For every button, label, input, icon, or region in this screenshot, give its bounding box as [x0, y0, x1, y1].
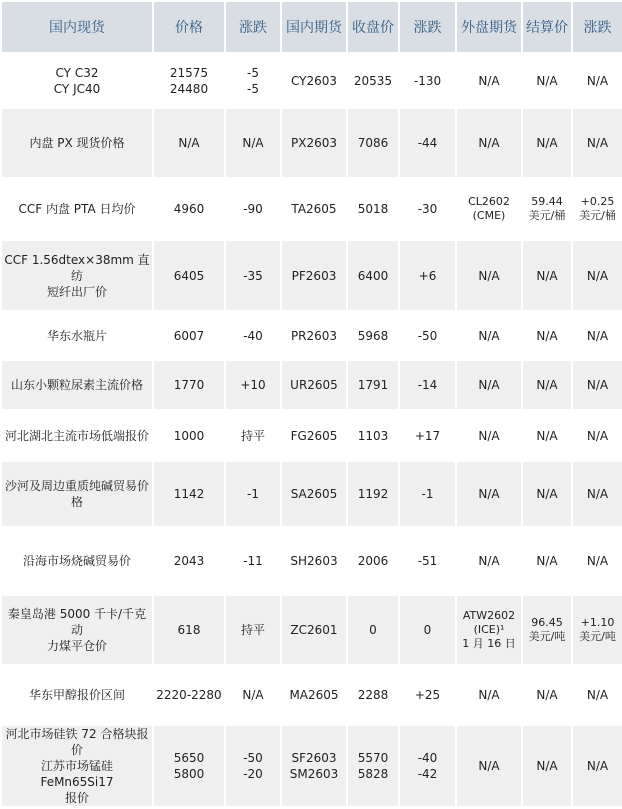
cell-text: +10: [240, 378, 266, 392]
settle-cell: [523, 666, 571, 724]
settle-change-cell: [573, 462, 622, 526]
cell-text: ZC2601: [290, 623, 338, 637]
price-cell: [154, 361, 224, 409]
close-cell: [348, 666, 398, 724]
cell-text: -1: [247, 487, 259, 501]
spot-cell: [2, 54, 152, 107]
settle-change-cell: [573, 54, 622, 107]
future-cell: [282, 179, 346, 239]
cell-text: -130: [413, 73, 442, 88]
cell-text: SH2603: [290, 554, 338, 568]
header-settle-change: 涨跌: [573, 2, 622, 52]
cell-text: N/A: [242, 136, 264, 150]
close-cell: [348, 528, 398, 594]
cell-text: +25: [414, 688, 441, 702]
cell-text: 1770: [173, 378, 205, 392]
close-cell: [348, 179, 398, 239]
future-cell: [282, 241, 346, 310]
header-future: 国内期货: [282, 2, 346, 52]
cell-text: -14: [417, 378, 438, 392]
spot-cell: [2, 726, 152, 806]
cell-text: +1.10: [580, 616, 615, 629]
cell-text: -11: [243, 554, 263, 568]
cell-text: 21575: [169, 65, 209, 80]
close-cell: [348, 361, 398, 409]
cell-text: 24480: [169, 81, 209, 96]
foreign-cell: [457, 462, 521, 526]
future-cell: [282, 109, 346, 177]
settle-change-cell: [573, 411, 622, 460]
cell-text: N/A: [478, 688, 500, 702]
price-cell: [154, 726, 224, 806]
cell-text: (CME): [472, 209, 506, 222]
foreign-cell: [457, 528, 521, 594]
cell-text: N/A: [586, 428, 609, 443]
cell-text: MA2605: [289, 688, 339, 702]
settle-cell: [523, 109, 571, 177]
price-cell: [154, 312, 224, 359]
cell-text: N/A: [586, 268, 609, 283]
close-cell: [348, 596, 398, 664]
cell-text: N/A: [478, 554, 500, 568]
header-future-change: 涨跌: [400, 2, 455, 52]
foreign-cell: [457, 361, 521, 409]
cell-text: 美元/吨: [579, 630, 616, 643]
foreign-cell: [457, 109, 521, 177]
close-cell: [348, 241, 398, 310]
cell-text: N/A: [536, 136, 558, 150]
cell-text: SF2603: [291, 751, 337, 765]
cell-text: N/A: [586, 554, 609, 568]
foreign-cell: [457, 726, 521, 806]
cell-text: N/A: [536, 428, 558, 443]
cell-text: -30: [417, 202, 438, 216]
change-cell: [226, 528, 280, 594]
price-cell: [154, 462, 224, 526]
future-change-cell: [400, 462, 455, 526]
cell-text: 4960: [173, 202, 205, 216]
cell-text: 美元/桶: [528, 209, 566, 222]
settle-change-cell: [573, 179, 622, 239]
table-body: [2, 54, 622, 806]
settle-change-cell: [573, 528, 622, 594]
spot-cell: [2, 596, 152, 664]
table-row: [2, 312, 622, 359]
cell-text: 山东小颗粒尿素主流价格: [10, 378, 143, 392]
settle-cell: [523, 312, 571, 359]
table-row: [2, 361, 622, 409]
cell-text: 5828: [357, 767, 389, 781]
cell-text: -42: [417, 767, 438, 781]
cell-text: +6: [418, 268, 437, 283]
cell-text: N/A: [478, 759, 500, 773]
close-cell: [348, 54, 398, 107]
spot-cell: [2, 109, 152, 177]
cell-text: N/A: [478, 136, 500, 150]
cell-text: N/A: [478, 428, 500, 443]
price-cell: [154, 596, 224, 664]
header-change: 涨跌: [226, 2, 280, 52]
cell-text: CCF 内盘 PTA 日均价: [18, 202, 136, 216]
cell-text: 7086: [357, 136, 389, 150]
change-cell: [226, 361, 280, 409]
change-cell: [226, 241, 280, 310]
cell-text: N/A: [536, 73, 558, 88]
future-cell: [282, 54, 346, 107]
price-cell: [154, 666, 224, 724]
cell-text: -35: [243, 268, 263, 283]
cell-text: N/A: [178, 136, 200, 150]
cell-text: 报价: [64, 791, 89, 805]
header-row: [2, 2, 622, 52]
cell-text: +17: [414, 428, 441, 443]
foreign-cell: [457, 666, 521, 724]
future-cell: [282, 361, 346, 409]
cell-text: +0.25: [580, 195, 615, 208]
cell-text: 5570: [357, 751, 389, 765]
cell-text: N/A: [586, 378, 609, 392]
future-change-cell: [400, 596, 455, 664]
table-row: [2, 179, 622, 239]
cell-text: -50: [417, 328, 438, 343]
cell-text: SM2603: [289, 767, 339, 781]
change-cell: [226, 666, 280, 724]
cell-text: 59.44: [531, 195, 563, 208]
cell-text: -5: [247, 81, 259, 96]
settle-cell: [523, 179, 571, 239]
settle-change-cell: [573, 312, 622, 359]
change-cell: [226, 411, 280, 460]
cell-text: N/A: [536, 378, 558, 392]
cell-text: N/A: [478, 73, 500, 88]
future-cell: [282, 596, 346, 664]
change-cell: [226, 596, 280, 664]
settle-change-cell: [573, 666, 622, 724]
future-cell: [282, 411, 346, 460]
cell-text: 内盘 PX 现货价格: [29, 136, 125, 150]
cell-text: N/A: [478, 328, 500, 343]
foreign-cell: [457, 596, 521, 664]
cell-text: 0: [423, 623, 432, 637]
cell-text: 5650: [173, 751, 205, 765]
cell-text: 0: [369, 623, 377, 637]
cell-text: N/A: [242, 688, 264, 702]
future-cell: [282, 462, 346, 526]
foreign-cell: [457, 179, 521, 239]
header-foreign: 外盘期货: [457, 2, 521, 52]
cell-text: N/A: [586, 136, 609, 150]
spot-cell: [2, 312, 152, 359]
cell-text: 沿海市场烧碱贸易价: [22, 554, 131, 568]
close-cell: [348, 411, 398, 460]
cell-text: -40: [417, 751, 438, 765]
cell-text: 美元/桶: [579, 209, 616, 222]
cell-text: N/A: [536, 328, 558, 343]
price-cell: [154, 109, 224, 177]
cell-text: 96.45: [531, 616, 563, 629]
change-cell: [226, 109, 280, 177]
cell-text: TA2605: [291, 202, 337, 216]
future-change-cell: [400, 726, 455, 806]
cell-text: 6007: [173, 328, 205, 343]
cell-text: -5: [247, 65, 259, 80]
spot-cell: [2, 666, 152, 724]
cell-text: 力煤平仓价: [46, 639, 107, 653]
cell-text: 1 月 16 日: [462, 637, 516, 650]
cell-text: 华东水瓶片: [46, 328, 107, 343]
settle-cell: [523, 241, 571, 310]
price-cell: [154, 179, 224, 239]
cell-text: 2288: [357, 688, 389, 702]
cell-text: 2220-2280: [156, 688, 222, 702]
cell-text: N/A: [536, 268, 558, 283]
cell-text: N/A: [586, 328, 609, 343]
cell-text: N/A: [478, 268, 500, 283]
cell-text: -20: [243, 767, 263, 781]
cell-text: N/A: [586, 487, 609, 501]
future-change-cell: [400, 179, 455, 239]
cell-text: CY2603: [290, 73, 338, 88]
cell-text: UR2605: [290, 378, 338, 392]
table-row: [2, 241, 622, 310]
cell-text: CY C32: [55, 65, 99, 80]
cell-text: N/A: [478, 487, 500, 501]
settle-change-cell: [573, 596, 622, 664]
cell-text: 1192: [357, 487, 389, 501]
settle-cell: [523, 361, 571, 409]
cell-text: 美元/吨: [528, 630, 566, 643]
cell-text: CL2602: [468, 195, 510, 208]
cell-text: N/A: [586, 759, 609, 773]
cell-text: 短纤出厂价: [46, 284, 107, 299]
settle-cell: [523, 528, 571, 594]
foreign-cell: [457, 54, 521, 107]
change-cell: [226, 312, 280, 359]
header-price: 价格: [154, 2, 224, 52]
cell-text: 2006: [357, 554, 389, 568]
cell-text: CCF 1.56dtex×38mm 直纺: [4, 252, 150, 283]
future-change-cell: [400, 666, 455, 724]
close-cell: [348, 726, 398, 806]
cell-text: -90: [243, 202, 263, 216]
cell-text: -40: [243, 328, 263, 343]
future-cell: [282, 726, 346, 806]
cell-text: 河北湖北主流市场低端报价: [4, 428, 149, 443]
cell-text: 江苏市场锰硅 FeMn65Si17: [40, 759, 114, 789]
spot-cell: [2, 411, 152, 460]
close-cell: [348, 462, 398, 526]
cell-text: 沙河及周边重质纯碱贸易价格: [4, 479, 149, 509]
cell-text: 2043: [173, 554, 205, 568]
future-cell: [282, 312, 346, 359]
price-cell: [154, 411, 224, 460]
table-row: [2, 109, 622, 177]
table-row: [2, 462, 622, 526]
settle-change-cell: [573, 241, 622, 310]
settle-change-cell: [573, 361, 622, 409]
cell-text: 5800: [173, 767, 205, 781]
cell-text: 河北市场硅铁 72 合格块报价: [5, 727, 149, 757]
table-row: [2, 726, 622, 806]
cell-text: -1: [421, 487, 434, 501]
cell-text: ATW2602: [462, 609, 516, 622]
settle-cell: [523, 462, 571, 526]
cell-text: 持平: [240, 428, 265, 443]
spot-cell: [2, 361, 152, 409]
settle-cell: [523, 596, 571, 664]
future-change-cell: [400, 109, 455, 177]
cell-text: 5968: [357, 328, 389, 343]
cell-text: 1000: [173, 428, 205, 443]
spot-cell: [2, 528, 152, 594]
cell-text: 华东甲醇报价区间: [28, 688, 125, 702]
cell-text: N/A: [536, 487, 558, 501]
future-change-cell: [400, 411, 455, 460]
change-cell: [226, 462, 280, 526]
table-row: [2, 411, 622, 460]
spot-cell: [2, 179, 152, 239]
foreign-cell: [457, 411, 521, 460]
table-row: [2, 528, 622, 594]
future-change-cell: [400, 361, 455, 409]
foreign-cell: [457, 312, 521, 359]
table-row: [2, 596, 622, 664]
cell-text: 秦皇岛港 5000 千卡/千克动: [7, 607, 147, 637]
cell-text: SA2605: [290, 487, 338, 501]
cell-text: 6405: [173, 268, 205, 283]
cell-text: 持平: [240, 623, 265, 637]
settle-change-cell: [573, 109, 622, 177]
cell-text: N/A: [586, 73, 609, 88]
cell-text: N/A: [586, 688, 609, 702]
cell-text: CY JC40: [53, 81, 101, 96]
cell-text: PR2603: [290, 328, 338, 343]
close-cell: [348, 109, 398, 177]
cell-text: 6400: [357, 268, 389, 283]
price-cell: [154, 241, 224, 310]
cell-text: (ICE)¹: [473, 623, 505, 636]
cell-text: PX2603: [291, 136, 337, 150]
cell-text: -51: [417, 554, 438, 568]
change-cell: [226, 179, 280, 239]
cell-text: 1103: [357, 428, 389, 443]
change-cell: [226, 54, 280, 107]
header-settle: 结算价: [523, 2, 571, 52]
change-cell: [226, 726, 280, 806]
future-change-cell: [400, 241, 455, 310]
settle-change-cell: [573, 726, 622, 806]
cell-text: -44: [417, 136, 438, 150]
future-change-cell: [400, 54, 455, 107]
spot-cell: [2, 462, 152, 526]
cell-text: 5018: [357, 202, 389, 216]
close-cell: [348, 312, 398, 359]
cell-text: N/A: [536, 688, 558, 702]
settle-cell: [523, 54, 571, 107]
cell-text: 618: [177, 623, 201, 637]
table-row: [2, 54, 622, 107]
future-cell: [282, 666, 346, 724]
cell-text: N/A: [536, 554, 558, 568]
future-cell: [282, 528, 346, 594]
header-close: 收盘价: [348, 2, 398, 52]
cell-text: N/A: [536, 759, 558, 773]
settle-cell: [523, 726, 571, 806]
cell-text: 20535: [353, 73, 393, 88]
cell-text: 1791: [357, 378, 389, 392]
table-row: [2, 666, 622, 724]
foreign-cell: [457, 241, 521, 310]
spot-cell: [2, 241, 152, 310]
cell-text: PF2603: [291, 268, 337, 283]
cell-text: FG2605: [290, 428, 338, 443]
settle-cell: [523, 411, 571, 460]
future-change-cell: [400, 312, 455, 359]
header-spot: 国内现货: [2, 2, 152, 52]
price-cell: [154, 528, 224, 594]
cell-text: N/A: [478, 378, 500, 392]
cell-text: -50: [243, 751, 263, 765]
cell-text: 1142: [173, 487, 205, 501]
future-change-cell: [400, 528, 455, 594]
price-cell: [154, 54, 224, 107]
